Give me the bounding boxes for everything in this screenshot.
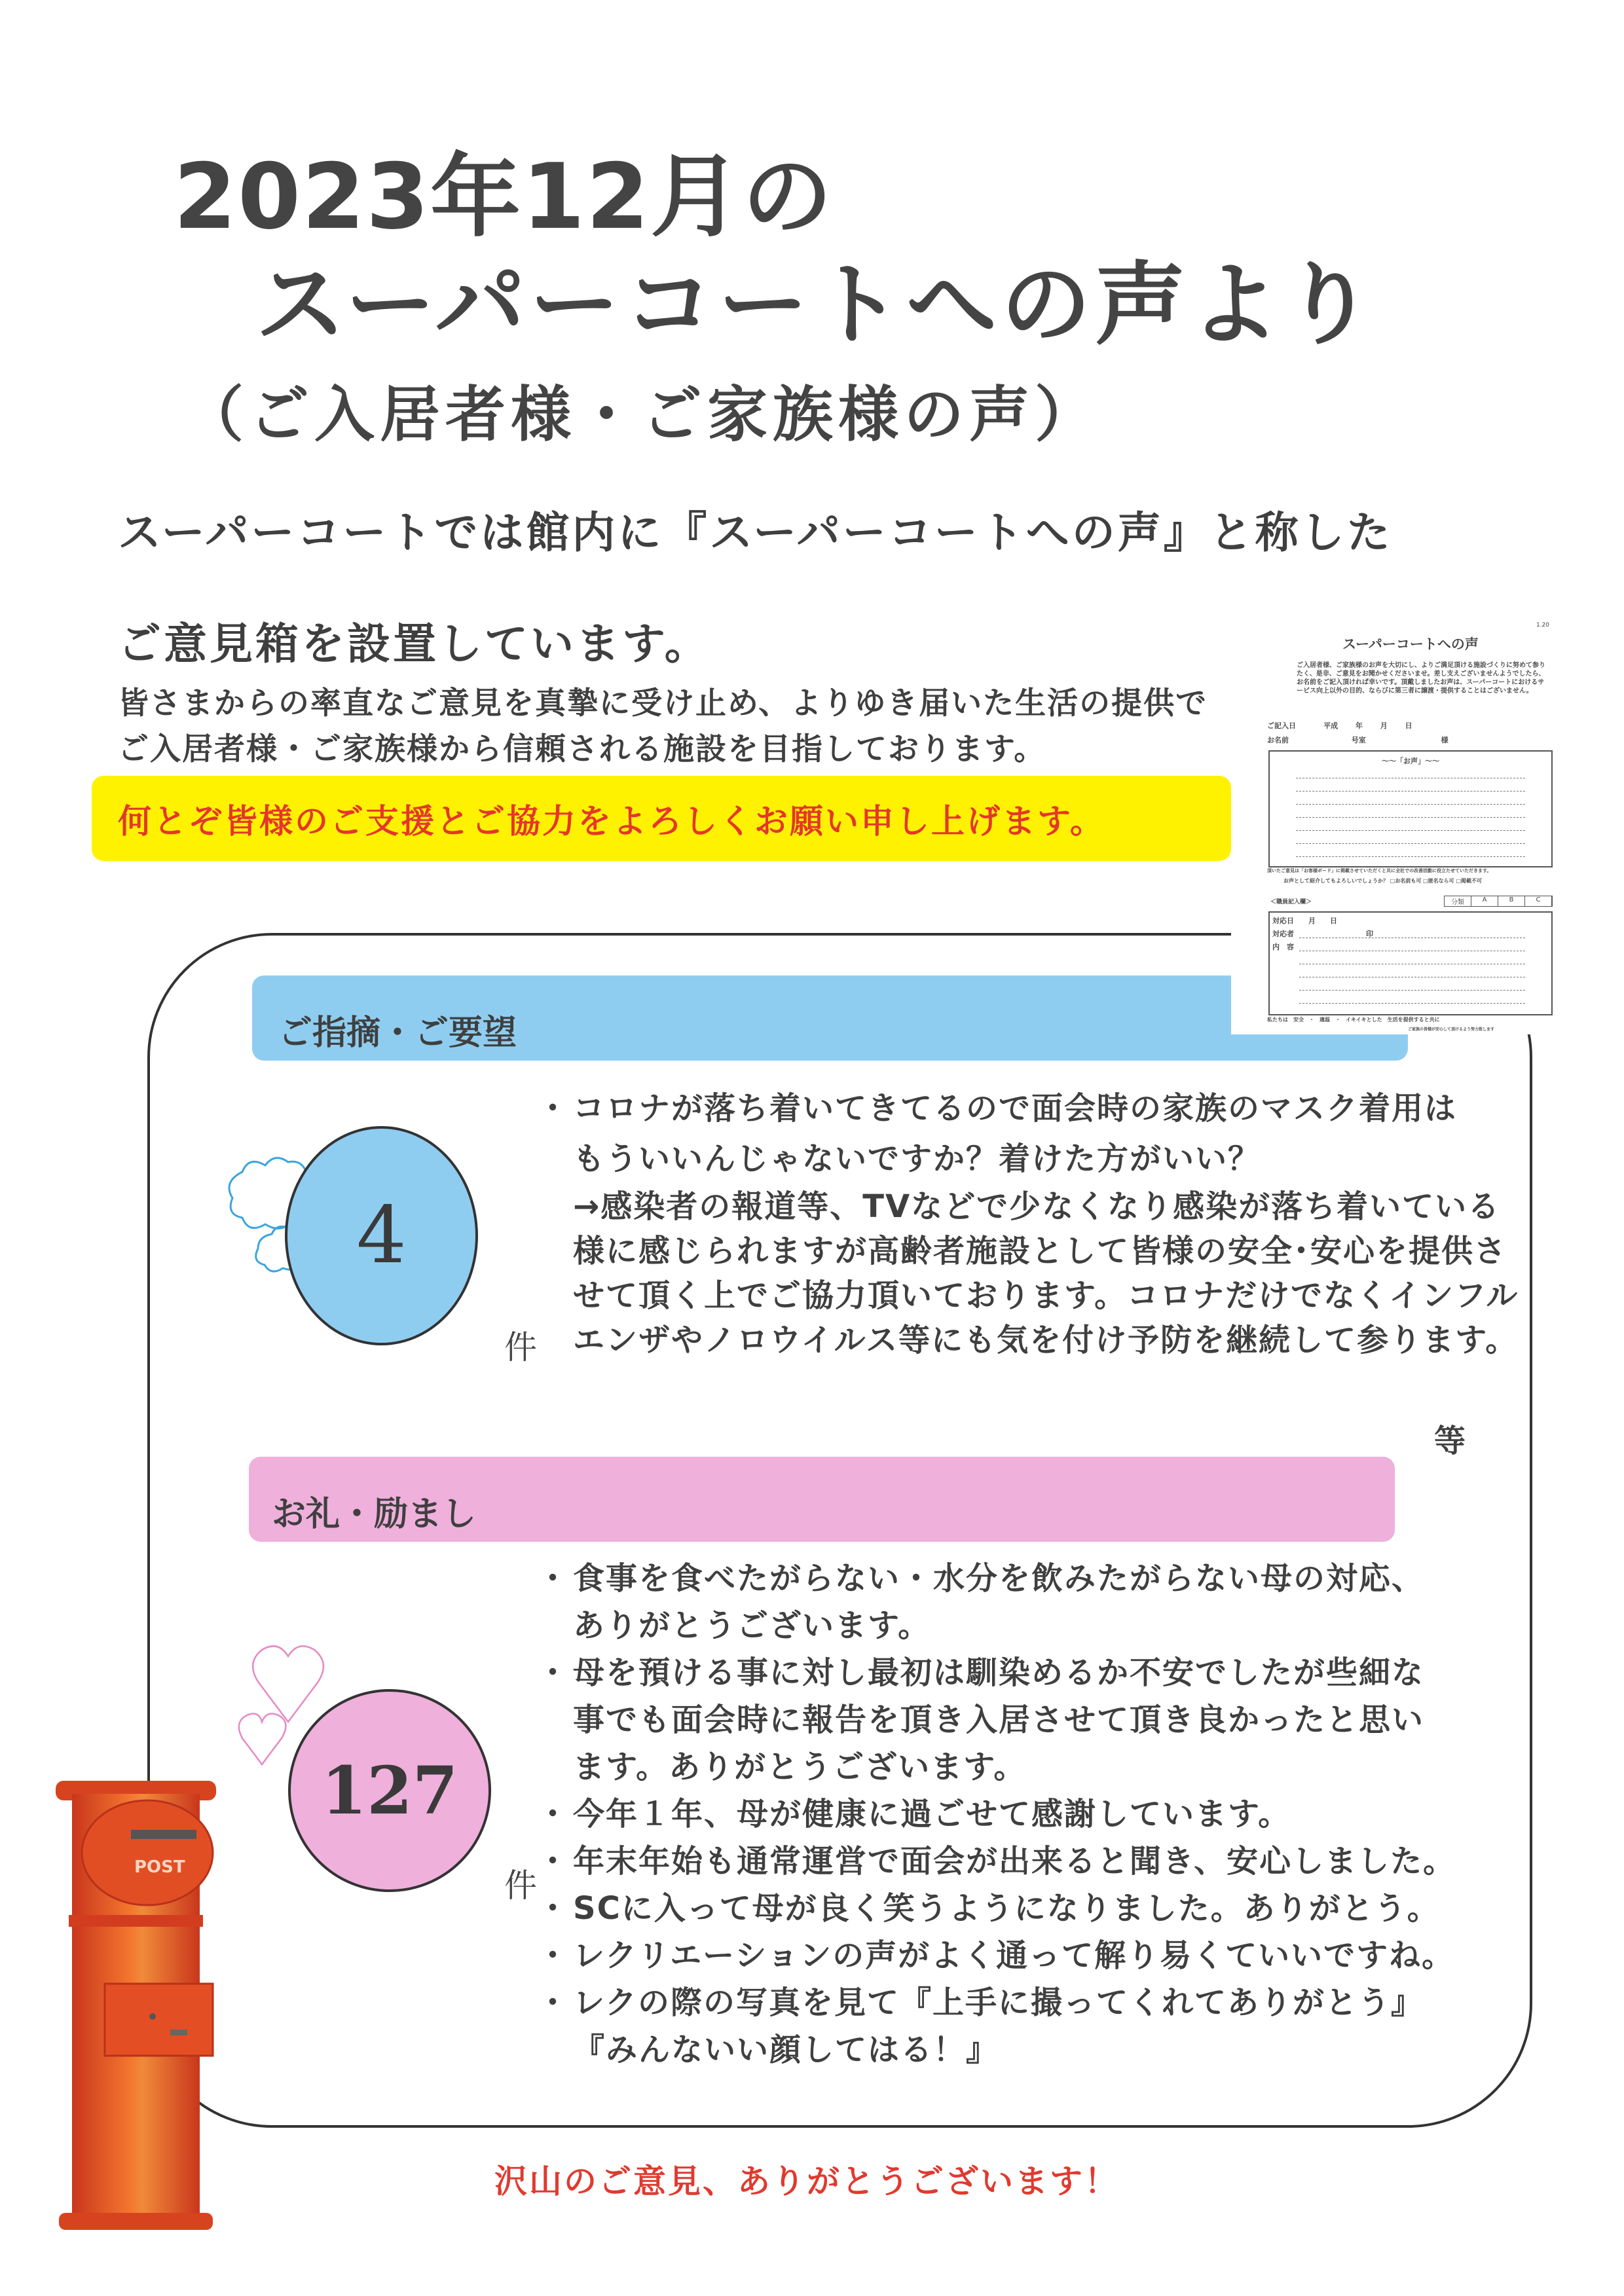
highlight-banner: [92, 776, 1231, 861]
etc-label: 等: [1434, 1423, 1466, 1459]
list-item: ・ 年末年始も通常運営で面会が出来ると聞き、安心しました。: [544, 1838, 1456, 1885]
intro-line-3: 皆さまからの率直なご意見を真摯に受け止め、よりゆき届いた生活の提供で: [118, 685, 1208, 721]
list-item: ・ 今年１年、母が健康に過ごせて感謝しています。: [544, 1791, 1456, 1838]
complaints-count: 4: [356, 1190, 407, 1281]
page-title-line2: スーパーコートへの声より: [255, 252, 1378, 357]
form-staff-label: ＜職員記入欄＞: [1270, 899, 1312, 905]
thanks-count-unit: 件: [504, 1867, 537, 1904]
page-subtitle: （ご入居者様・ご家族様の声）: [183, 380, 1101, 450]
list-item: ・ SCに入って母が良く笑うようになりました。ありがとう。: [544, 1885, 1456, 1932]
form-description: ご入居者様、ご家族様のお声を大切にし、よりご満足頂ける施設づくりに努めて参りたく、是非、ご意見をお聞かせくださいませ。差し支えございませんようでしたら、お名前をご記入頂ければ幸いです。頂戴しましたお声は、スーパーコートにおけるサービス向上以外の目的、ならびに第三者に譲渡・提供することはございません。: [1297, 662, 1545, 695]
page-title-line1: 2023年12月の: [174, 144, 834, 249]
intro-paragraph: [118, 681, 1208, 773]
thanks-count: 127: [321, 1752, 458, 1829]
list-item: ・ レクリエーションの声がよく通って解り易くていいですね。: [544, 1932, 1456, 1979]
list-item: ・ コロナが落ち着いてきてるので面会時の家族のマスク着用は もういいんじゃないですか？着けた方がいい？ →感染者の報道等、TVなどで少なくなり感染が落ち着いている 様に感じられますが高齢者施設として皆様の安全･安心を提供さ せて頂く上でご協力頂いております。コロナだけでなくインフル エンザやノロウイルス等にも気を付け予防を継続して参ります。: [544, 1084, 1519, 1362]
form-category-cells: 分類 A B C: [1444, 896, 1553, 907]
form-voice-box: ～～「お声」～～: [1268, 750, 1553, 867]
list-item: ・ レクの際の写真を見て『上手に撮ってくれてありがとう』 『みんないい顔してはる！』: [544, 1979, 1456, 2073]
thanks-list: [544, 1555, 1456, 2073]
intro-line-2: ご意見箱を設置しています。: [118, 619, 710, 669]
form-note: 頂いたご意見は「お客様ボード」に掲載させていただくと共に全社での改善活動に役立たせていただきます。: [1267, 868, 1492, 873]
complaints-count-badge: [285, 1126, 478, 1345]
form-date-row: ご記入日 平成 年 月 日: [1267, 721, 1412, 730]
form-staff-box: 対応日 月 日 対応者 印 内 容: [1268, 911, 1553, 1015]
thanks-count-badge: [288, 1689, 491, 1892]
svg-text:POST: POST: [134, 1857, 185, 1877]
intro-line-1: スーパーコートでは館内に『スーパーコートへの声』と称した: [118, 507, 1393, 558]
thanks-heading: お礼・励まし: [272, 1495, 477, 1534]
complaints-heading: ご指摘・ご要望: [278, 1013, 517, 1053]
postbox-icon: [56, 1768, 226, 2252]
form-name-row: お名前 号室 様: [1267, 736, 1449, 744]
form-consent: お声として紹介してもよろしいでしょうか？ □お名前も可 □匿名なら可 □掲載不可: [1283, 878, 1483, 884]
complaints-count-unit: 件: [504, 1328, 537, 1366]
highlight-text: 何とぞ皆様のご支援とご協力をよろしくお願い申し上げます。: [118, 803, 1105, 841]
form-title: スーパーコートへの声: [1342, 636, 1479, 652]
intro-line-4: ご入居者様・ご家族様から信頼される施設を目指しております。: [118, 731, 1046, 767]
form-footer-1: 私たちは 安全 ・ 適温 ・ イキイキとした 生活を提供すると共に: [1267, 1017, 1440, 1023]
feedback-form-thumbnail: [1231, 609, 1552, 1034]
form-version: 1.20: [1536, 622, 1549, 629]
form-footer-2: ご家族の皆様が安心して頂けるよう努力致します: [1408, 1027, 1495, 1032]
list-item: ・ 食事を食べたがらない・水分を飲みたがらない母の対応、 ありがとうございます。: [544, 1555, 1456, 1649]
list-item: ・ 母を預ける事に対し最初は馴染めるか不安でしたが些細な 事でも面会時に報告を頂き入居させて頂き良かったと思い ます。ありがとうございます。: [544, 1649, 1456, 1791]
complaints-list: [544, 1084, 1519, 1362]
closing-message: 沢山のご意見、ありがとうございます！: [494, 2162, 1119, 2200]
